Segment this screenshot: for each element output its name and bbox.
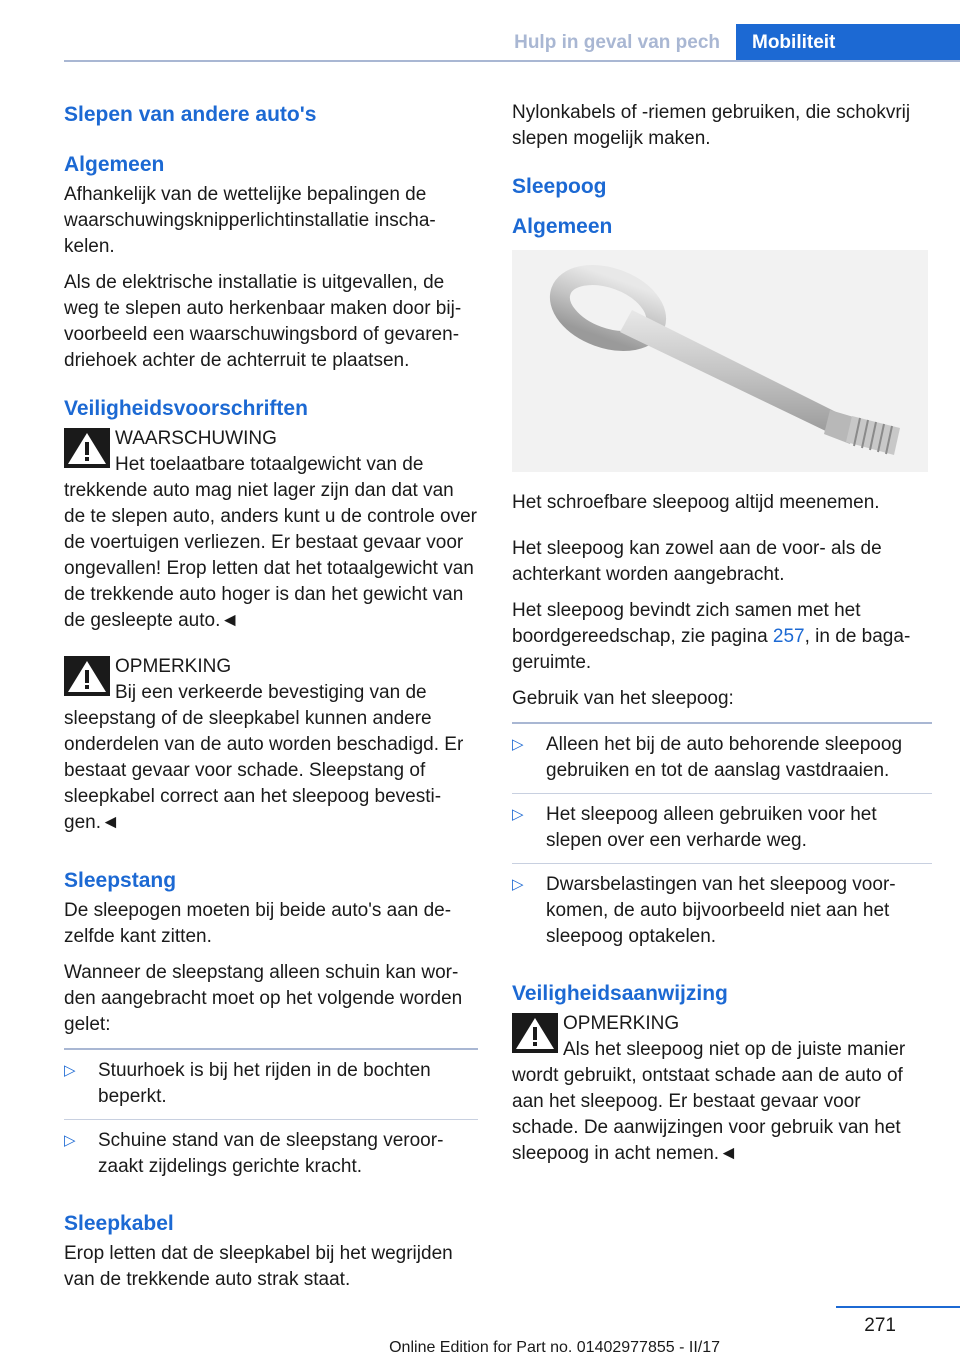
tow-eye-safety-heading: Veiligheidsaanwijzing <box>512 982 728 1005</box>
tow-eye-list <box>512 722 932 959</box>
general-heading: Algemeen <box>64 153 165 176</box>
note-block <box>512 1011 932 1167</box>
note-text: Als het sleepoog niet op de juiste manier wordt gebruikt, ontstaat schade aan de auto of aan het sleepoog. Er bestaat gevaar voor schade. De aanwijzingen voor gebruik van het sleepoog in acht nemen.◄ <box>512 1039 906 1164</box>
section-title: Slepen van andere auto's <box>64 103 317 126</box>
note-block <box>64 654 478 836</box>
page-reference-link[interactable]: 257 <box>772 626 805 647</box>
general-paragraph-1: Afhankelijk van de wettelijke bepalingen de waarschuwingsknipperlichtinstallatie inschakelen. <box>64 184 436 257</box>
list-item: ▷ Dwarsbelastingen van het sleepoog voorkomen, de auto bijvoorbeeld niet aan het sleepoog optakelen. <box>512 863 932 959</box>
warning-triangle-icon <box>64 428 110 468</box>
towbar-paragraph-1: De sleepogen moeten bij beide auto's aan dezelfde kant zitten. <box>64 900 452 947</box>
warning-block <box>64 426 478 634</box>
note-label: OPMERKING <box>563 1013 680 1034</box>
cable-paragraph: Erop letten dat de sleepkabel bij het wegrijden van de trekkende auto strak staat. <box>64 1243 453 1290</box>
safety-heading: Veiligheidsvoorschriften <box>64 397 308 420</box>
towbar-heading: Sleepstang <box>64 869 177 892</box>
edition-note: Online Edition for Part no. 01402977855 - II/17 <box>389 1339 720 1356</box>
tow-eye-general-heading: Algemeen <box>512 215 613 238</box>
list-item: ▷ Alleen het bij de auto behorende sleepoog gebruiken en tot de aanslag vastdraaien. <box>512 722 932 793</box>
note-label: OPMERKING <box>115 656 232 677</box>
warning-triangle-icon <box>64 656 110 696</box>
left-column <box>64 100 478 1303</box>
tow-eye-image <box>512 250 928 472</box>
bullet-triangle-icon: ▷ <box>512 806 524 823</box>
tow-eye-paragraph-4: Gebruik van het sleepoog: <box>512 688 734 709</box>
footer-divider <box>836 1306 960 1308</box>
list-item: ▷ Het sleepoog alleen gebruiken voor het slepen over een verharde weg. <box>512 793 932 863</box>
tow-eye-heading: Sleepoog <box>512 175 607 198</box>
bullet-triangle-icon: ▷ <box>512 876 524 893</box>
header-divider <box>64 60 960 62</box>
warning-label: WAARSCHUWING <box>115 428 277 449</box>
intro-paragraph: Nylonkabels of -riemen gebruiken, die schokvrij slepen mogelijk maken. <box>512 102 911 149</box>
list-item: ▷ Schuine stand van de sleepstang veroorzaakt zijdelings gerichte kracht. <box>64 1119 478 1189</box>
note-text: Bij een verkeerde bevestiging van de sleepstang of de sleepkabel kunnen andere onderdelen van de auto worden beschadigd. Er bestaat gevaar voor schade. Sleepstang of sleepkabel correct aan het sleepoog bevestigen.◄ <box>64 682 464 833</box>
cable-heading: Sleepkabel <box>64 1212 174 1235</box>
general-paragraph-2: Als de elektrische installatie is uitgevallen, de weg te slepen auto herkenbaar maken door bijvoorbeeld een waarschuwingsbord of gevarendriehoek achter de achterruit te plaatsen. <box>64 272 462 371</box>
warning-text: Het toelaatbare totaalgewicht van de trekkende auto mag niet lager zijn dan dat van de te slepen auto, anders kunt u de controle over de voertuigen verliezen. Er bestaat gevaar voor ongevallen! Erop letten dat het totaalgewicht van de trekkende auto hoger is dan het gewicht van de gesleepte auto.◄ <box>64 454 477 631</box>
tow-eye-paragraph-3: Het sleepoog bevindt zich samen met het boordgereedschap, zie pagina 257, in de bagageruimte. <box>512 600 911 673</box>
tow-eye-paragraph-1: Het schroefbare sleepoog altijd meenemen. <box>512 492 880 513</box>
list-item: ▷ Stuurhoek is bij het rijden in de bochten beperkt. <box>64 1048 478 1119</box>
towbar-paragraph-2: Wanneer de sleepstang alleen schuin kan worden aangebracht moet op het volgende worden gelet: <box>64 962 463 1035</box>
towbar-list <box>64 1048 478 1189</box>
page-header <box>64 24 960 62</box>
header-chapter-tab[interactable]: Mobiliteit <box>736 24 960 62</box>
bullet-triangle-icon: ▷ <box>512 736 524 753</box>
bullet-triangle-icon: ▷ <box>64 1062 76 1079</box>
right-column <box>512 100 932 1177</box>
bullet-triangle-icon: ▷ <box>64 1132 76 1149</box>
page-number: 271 <box>864 1315 896 1336</box>
warning-triangle-icon <box>512 1013 558 1053</box>
tow-eye-paragraph-2: Het sleepoog kan zowel aan de voor- als de achterkant worden aangebracht. <box>512 538 882 585</box>
header-section-title[interactable]: Hulp in geval van pech <box>514 32 720 53</box>
